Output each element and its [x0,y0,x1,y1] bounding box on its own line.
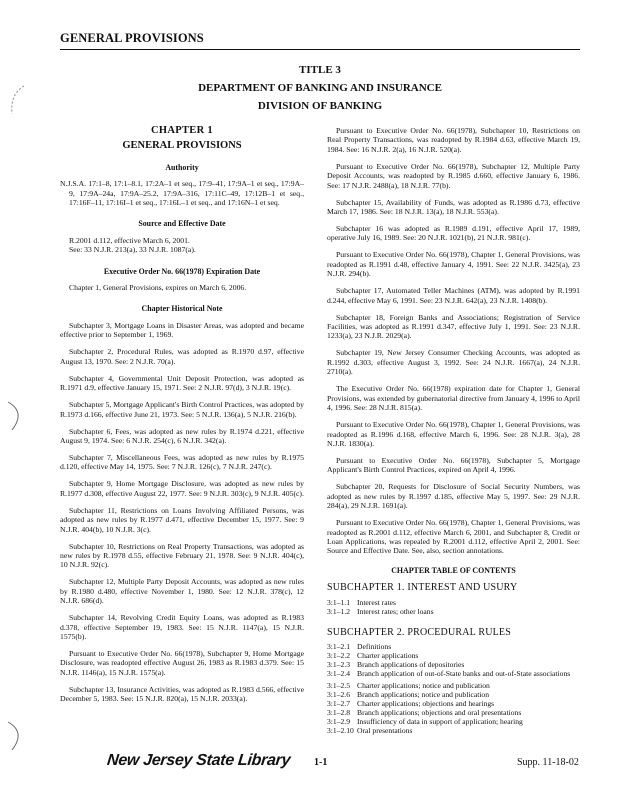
toc-section-title: Interest rates [357,597,397,607]
chapter-title: GENERAL PROVISIONS [122,140,242,152]
toc-section-title: Oral presentations [357,725,413,735]
history-paragraph: Pursuant to Executive Order No. 66(1978), Subchapter 12, Multiple Party Deposit Accounts, was readopted by R.1985 d.660, effective January 6, 1986. See: 17 N.J.R. 2488(a), 18 N.J.R. 77(b). [327,161,580,190]
history-paragraph: Subchapter 14, Revolving Credit Equity Loans, was adopted as R.1983 d.378, effective September 19, 1983. See: 15 N.J.R. 1147(a), 15 N.J.R. 1575(b). [60,613,304,641]
toc-row [327,607,580,616]
source-see: See: 33 N.J.R. 213(a), 33 N.J.R. 1087(a). [69,245,196,255]
library-stamp: New Jersey State Library [106,752,292,769]
history-paragraph: Subchapter 17, Automated Teller Machines (ATM), was adopted by R.1991 d.244, effective May 6, 1991. See: 23 N.J.R. 642(a), 23 N.J.R. 1408(b). [327,286,580,305]
history-paragraph: Subchapter 11, Restrictions on Loans Involving Affiliated Persons, was adopted as new rules by R.1977 d.471, effective December 15, 1977. See: 9 N.J.R. 404(b), 10 N.J.R. 3(c). [60,505,304,534]
division-line: DIVISION OF BANKING [257,100,383,112]
toc-section-number: 3:1–2.5 [327,680,350,690]
scan-mark [6,718,28,752]
chapter-number: CHAPTER 1 [151,125,213,136]
running-head: GENERAL PROVISIONS [60,31,204,45]
toc-section-number: 3:1–2.9 [327,716,350,726]
history-paragraph: Pursuant to Executive Order No. 66(1978), Chapter 1, General Provisions, was readopted as R.2001 d.112, effective March 6, 2001, and Subchapter 8, Credit or Loan Applications, was repealed by R.2001 d.112, effective April 2, 2001. See: Source and Effective Date. See, also, section annotations. [327,518,580,556]
history-paragraph: Subchapter 7, Miscellaneous Fees, was adopted as new rules by R.1975 d.120, effective May 14, 1975. See: 7 N.J.R. 126(c), 7 N.J.R. 247(c). [60,452,304,472]
toc-row [327,726,580,735]
history-paragraph: Subchapter 5, Mortgage Applicant's Birth Control Practices, was adopted by R.1973 d.166, effective June 21, 1973. See: 5 N.J.R. 136(a), 5 N.J.R. 216(b). [60,400,304,419]
toc-section-title: Branch applications; objections and oral presentations [357,707,522,717]
history-paragraph: Subchapter 9, Home Mortgage Disclosure, was adopted as new rules by R.1977 d.308, effective August 22, 1977. See: 9 N.J.R. 303(c), 9 N.J.R. 405(c). [60,479,304,498]
toc-row [327,660,580,669]
toc-section-number: 3:1–2.4 [327,668,350,678]
toc-section-title: Branch applications; notice and publication [357,689,490,699]
toc-section-number: 3:1–1.1 [327,597,350,607]
history-paragraph: Subchapter 15, Availability of Funds, was adopted as R.1986 d.73, effective March 17, 1986. See: 18 N.J.R. 13(a), 18 N.J.R. 553(a). [327,197,580,217]
history-paragraph: Subchapter 20, Requests for Disclosure of Social Security Numbers, was adopted as new rules by R.1997 d.185, effective May 5, 1997. See: 29 N.J.R. 284(a), 29 N.J.R. 1691(a). [327,482,580,511]
scan-mark [6,84,28,118]
page-number: 1-1 [314,757,328,768]
title-line: TITLE 3 [299,64,341,76]
toc-section-number: 3:1–2.2 [327,650,350,660]
scan-mark [6,398,28,432]
toc-section-number: 3:1–2.10 [327,725,354,735]
toc-section-title: Branch application of out-of-State banks and out-of-State associations [357,668,571,678]
history-paragraph: Subchapter 18, Foreign Banks and Associations; Registration of Service Facilities, was adopted as R.1991 d.347, effective July 1, 1991. See: 23 N.J.R. 1233(a), 23 N.J.R. 2029(a). [327,312,580,341]
history-paragraph: Subchapter 4, Governmental Unit Deposit Protection, was adopted as R.1971 d.9, effective January 15, 1971. See: 2 N.J.R. 97(d), 3 N.J.R. 19(c). [60,373,304,393]
toc-section-number: 3:1–2.6 [327,689,350,699]
toc-section-number: 3:1–2.8 [327,707,350,717]
toc-row [327,708,580,717]
header-rule [60,49,580,50]
toc-row [327,598,580,607]
history-paragraph: Subchapter 16 was adopted as R.1989 d.191, effective April 17, 1989, operative July 16, 1989. See: 20 N.J.R. 1021(b), 21 N.J.R. 981(c). [327,224,580,243]
toc-heading: CHAPTER TABLE OF CONTENTS [391,565,516,575]
left-column [60,126,304,711]
historical-note-heading: Chapter Historical Note [141,304,223,314]
toc-section-number: 3:1–1.2 [327,606,350,616]
toc-row [327,642,580,651]
history-paragraph: Subchapter 2, Procedural Rules, was adopted as R.1970 d.97, effective August 13, 1970. See: 2 N.J.R. 70(a). [60,347,304,366]
source-text: R.2001 d.112, effective March 6, 2001. [69,235,190,245]
toc-row [327,681,580,690]
toc-row [327,651,580,660]
toc-section-title: Charter applications [357,650,419,660]
history-paragraph: Pursuant to Executive Order No. 66(1978), Subchapter 9, Home Mortgage Disclosure, was readopted effective August 26, 1983 as R.1983 d.379. See: 15 N.J.R. 1146(a), 15 N.J.R. 1575(a). [60,648,304,677]
history-paragraph: The Executive Order No. 66(1978) expiration date for Chapter 1, General Provisions, was extended by gubernatorial directive from January 4, 1996 to April 4, 1996. See: 28 N.J.R. 815(a). [327,384,580,413]
toc-section-number: 3:1–2.7 [327,698,350,708]
source-heading: Source and Effective Date [138,219,226,229]
toc-section-number: 3:1–2.3 [327,659,350,669]
toc-section-title: Definitions [357,641,392,651]
toc-row [327,699,580,708]
toc-row [327,669,580,678]
history-paragraph: Pursuant to Executive Order No. 66(1978), Chapter 1, General Provisions, was readopted as R.1991 d.48, effective January 4, 1991. See: 22 N.J.R. 3425(a), 23 N.J.R. 294(b). [327,250,580,279]
toc-section-title: Interest rates; other loans [357,606,434,616]
history-paragraph: Subchapter 10, Restrictions on Real Property Transactions, was adopted as new rules by R.1978 d.55, effective February 21, 1978. See: 9 N.J.R. 404(c), 10 N.J.R. 92(c). [60,541,304,570]
history-paragraph: Subchapter 6, Fees, was adopted as new rules by R.1974 d.221, effective August 9, 1974. See: 6 N.J.R. 254(c), 6 N.J.R. 342(a). [60,426,304,445]
history-paragraph: Subchapter 3, Mortgage Loans in Disaster Areas, was adopted and became effective prior to September 1, 1969. [60,320,304,340]
history-paragraph: Subchapter 19, New Jersey Consumer Checking Accounts, was adopted as R.1992 d.303, effective August 3, 1992. See: 24 N.J.R. 1667(a), 24 N.J.R. 2710(a). [327,348,580,377]
authority-heading: Authority [165,162,199,172]
history-paragraph: Pursuant to Executive Order No. 66(1978), Subchapter 10, Restrictions on Real Property Transactions, was readopted by R.1984 d.63, effective March 19, 1984. See: 16 N.J.R. 2(a), 16 N.J.R. 520(a). [327,126,580,154]
toc-section-title: Insufficiency of data in support of application; hearing [357,716,523,726]
history-paragraph: Pursuant to Executive Order No. 66(1978), Subchapter 5, Mortgage Applicant's Birth Control Practices, expired on April 4, 1996. [327,455,580,475]
history-paragraph: Subchapter 13, Insurance Activities, was adopted as R.1983 d.566, effective December 5, 1983. See: 15 N.J.R. 820(a), 15 N.J.R. 2033(a). [60,684,304,704]
expiration-heading: Executive Order No. 66(1978) Expiration Date [103,266,261,276]
authority-text: N.J.S.A. 17:1–8, 17:1–8.1, 17:2A–1 et seq., 17:9–41, 17:9A–1 et seq., 17:9A–9, 17:9A–24a, 17:9A–25.2, 17:9A–316, 17:11C–49, 17:12B–1 et seq., 17:16F–11, 17:16I–1 et seq., 17:16L–1 et seq., and 17:16N–1 et seq. [60,179,304,208]
toc-section-title: Branch applications of depositories [357,659,465,669]
toc-row [327,690,580,699]
history-paragraph: Subchapter 12, Multiple Party Deposit Accounts, was adopted as new rules by R.1980 d.480, effective November 1, 1980. See: 12 N.J.R. 378(c), 12 N.J.R. 686(d). [60,577,304,606]
toc-subchapter-title: SUBCHAPTER 2. PROCEDURAL RULES [327,626,511,638]
toc-row [327,717,580,726]
department-line: DEPARTMENT OF BANKING AND INSURANCE [198,82,442,94]
right-column [327,126,580,735]
history-paragraph: Pursuant to Executive Order No. 66(1978), Chapter 1, General Provisions, was readopted as R.1996 d.168, effective March 6, 1996. See: 28 N.J.R. 3(a), 28 N.J.R. 1830(a). [327,420,580,448]
supplement-date: Supp. 11-18-02 [517,757,579,768]
expiration-text: Chapter 1, General Provisions, expires on March 6, 2006. [69,283,247,293]
toc-section-title: Charter applications; objections and hearings [357,698,495,708]
toc-section-title: Charter applications; notice and publication [357,680,490,690]
toc-section-number: 3:1–2.1 [327,641,350,651]
toc-subchapter-title: SUBCHAPTER 1. INTEREST AND USURY [327,582,518,594]
